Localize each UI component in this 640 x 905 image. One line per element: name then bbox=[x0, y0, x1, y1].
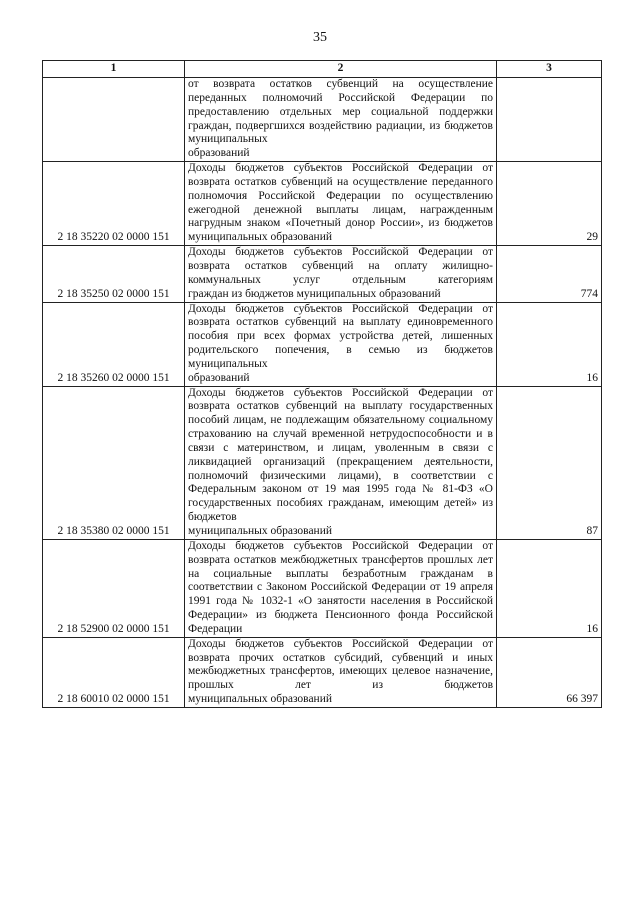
description-text: от возврата остатков субвенций на осуществление переданных полномочий Российской Федерации по предоставлению отдельных мер социальной поддержки граждан, подвергшихся воздействию радиации, из бюджетов муниципальных bbox=[188, 78, 493, 146]
revenue-table bbox=[42, 60, 602, 708]
amount-cell: 87 bbox=[497, 386, 602, 539]
budget-code-cell: 2 18 35250 02 0000 151 bbox=[43, 246, 185, 302]
page-number: 35 bbox=[313, 30, 327, 45]
amount-cell bbox=[497, 78, 602, 162]
column-header-code: 1 bbox=[43, 61, 185, 78]
amount-cell: 66 397 bbox=[497, 637, 602, 707]
table-row bbox=[43, 386, 602, 539]
description-cell bbox=[185, 162, 497, 246]
budget-code-cell bbox=[43, 78, 185, 162]
table-header-row bbox=[43, 61, 602, 78]
description-text-last-line: граждан из бюджетов муниципальных образований bbox=[188, 287, 441, 300]
budget-code-cell: 2 18 52900 02 0000 151 bbox=[43, 539, 185, 637]
table-row bbox=[43, 539, 602, 637]
description-text: Доходы бюджетов субъектов Российской Федерации от возврата остатков субвенций на выплату государственных пособий лицам, не подлежащим обязательному социальному страхованию на случай временной нетрудоспособности и в связи с материнством, и лицам, уволенным в связи с ликвидацией организаций (прекращением деятельности, полномочий физическими лицами), в соответствии с Федеральным законом от 19 мая 1995 года № 81-ФЗ «О государственных пособиях гражданам, имеющим детей» из бюджетов bbox=[188, 386, 493, 524]
table-row bbox=[43, 246, 602, 302]
budget-code-cell: 2 18 60010 02 0000 151 bbox=[43, 637, 185, 707]
description-cell bbox=[185, 539, 497, 637]
description-text-last-line: образований bbox=[188, 371, 250, 384]
description-text: Доходы бюджетов субъектов Российской Федерации от возврата остатков межбюджетных трансфертов прошлых лет на социальные выплаты безработным гражданам в соответствии с Законом Российской Федерации от 19 апреля 1991 года № 1032-1 «О занятости населения в Российской Федерации» из бюджета Пенсионного фонда Российской bbox=[188, 539, 493, 622]
column-header-description: 2 bbox=[185, 61, 497, 78]
table-row bbox=[43, 302, 602, 386]
amount-cell: 774 bbox=[497, 246, 602, 302]
description-cell bbox=[185, 78, 497, 162]
description-text-last-line: муниципальных образований bbox=[188, 525, 333, 537]
description-text: Доходы бюджетов субъектов Российской Федерации от возврата остатков субвенций на осуществление переданного полномочия Российской Федерации по осуществлению ежегодной денежной выплаты лицам, награжденным нагрудным знаком «Почетный донор России», из бюджетов bbox=[188, 162, 493, 230]
description-text: Доходы бюджетов субъектов Российской Федерации от возврата остатков субвенций на оплату жилищно-коммунальных услуг отдельным категориям bbox=[188, 246, 493, 286]
budget-code-cell: 2 18 35380 02 0000 151 bbox=[43, 386, 185, 539]
column-header-amount: 3 bbox=[497, 61, 602, 78]
table-row bbox=[43, 637, 602, 707]
amount-cell: 16 bbox=[497, 302, 602, 386]
description-cell bbox=[185, 246, 497, 302]
table-row bbox=[43, 78, 602, 162]
description-text-last-line: муниципальных образований bbox=[188, 693, 333, 706]
amount-cell: 16 bbox=[497, 539, 602, 637]
description-cell bbox=[185, 637, 497, 707]
table-row bbox=[43, 162, 602, 246]
description-text: Доходы бюджетов субъектов Российской Федерации от возврата остатков субвенций на выплату единовременного пособия при всех формах устройства детей, лишенных родительского попечения, в семью из бюджетов муниципальных bbox=[188, 302, 493, 370]
budget-code-cell: 2 18 35220 02 0000 151 bbox=[43, 162, 185, 246]
description-cell bbox=[185, 302, 497, 386]
budget-code-cell: 2 18 35260 02 0000 151 bbox=[43, 302, 185, 386]
description-text: Доходы бюджетов субъектов Российской Федерации от возврата прочих остатков субсидий, субвенций и иных межбюджетных трансфертов, имеющих целевое назначение, прошлых лет из бюджетов bbox=[188, 637, 493, 692]
description-text-last-line: Федерации bbox=[188, 622, 243, 635]
amount-cell: 29 bbox=[497, 162, 602, 246]
description-text-last-line: образований bbox=[188, 147, 250, 160]
description-cell bbox=[185, 386, 497, 539]
description-text-last-line: муниципальных образований bbox=[188, 231, 333, 244]
